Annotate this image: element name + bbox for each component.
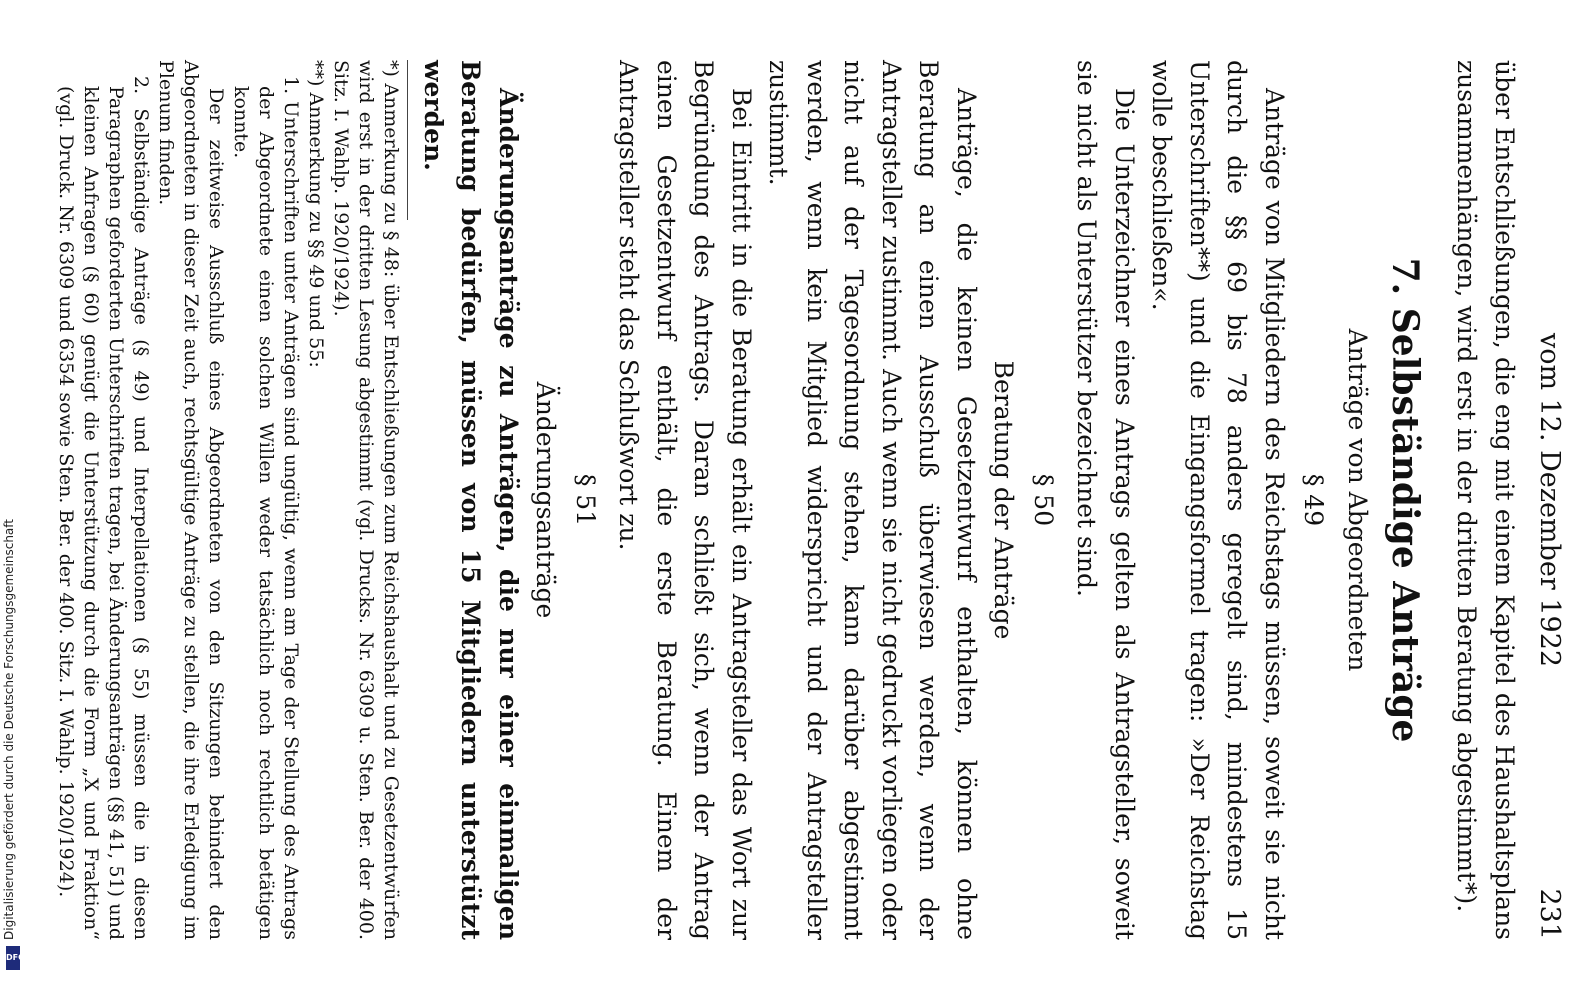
footnote-divider: [408, 60, 409, 220]
header-date: vom 12. Dezember 1922: [1534, 332, 1565, 668]
digitization-credit: Digitalisierung gefördert durch die Deutsche Forschungsgemeinschaft: [2, 518, 16, 940]
section-51-text: Änderungsanträge zu Anträgen, die nur einer einmaligen Beratung bedürfen, müssen von 15 Mitgliedern unterstützt werden.: [419, 60, 523, 940]
section-49-text-1: Anträge von Mitgliedern des Reichstags müssen, soweit sie nicht durch die §§ 69 bis 78 anders geregelt sind, mindestens 15 Unterschriften**) und die Eingangsformel tragen: »Der Reichstag wolle beschließen«.: [1147, 60, 1289, 940]
section-heading-50: Beratung der Anträge: [989, 360, 1019, 640]
footnote-1: *) Anmerkung zu § 48: über Entschließungen zum Reichshaushalt und zu Gesetzentwürfen wird erst in der dritten Lesung abgestimmt (vgl. Drucks. Nr. 6309 u. Sten. Ber. der 400. Sitz. I. Wahlp. 1920/1924).: [330, 60, 403, 940]
paragraph-number-51: § 51: [571, 473, 600, 527]
chapter-title: 7. Selbständige Anträge: [1384, 257, 1426, 743]
section-heading-49: Anträge von Abgeordneten: [1343, 328, 1372, 672]
footnote-2-item-1: 1. Unterschriften unter Anträgen sind ungültig, wenn am Tage der Stellung des Antrags der Abgeordnete einen solchen Willen weder tatsächlich noch rechtlich betätigen konnte.: [230, 76, 303, 940]
page-number: 231: [1534, 888, 1565, 940]
dfg-credit-strip: [0, 0, 30, 1000]
section-49-text-2: Die Unterzeichner eines Antrags gelten als Antragsteller, soweit sie nicht als Unterstützer bezeichnet sind.: [1072, 60, 1139, 940]
dfg-logo: DFG: [6, 946, 20, 970]
footnote-2-item-2: 2. Selbständige Anträge (§ 49) und Interpellationen (§ 55) müssen die in diesen Paragraphen geforderten Unterschriften tragen, bei Änderungsanträgen (§§ 41, 51) und kleinen Anfragen (§ 60) genügt die Unterstützung durch die Form „X und Fraktion“ (vgl. Druck. Nr. 6309 und 6354 sowie Sten. Ber. der 400. Sitz. I. Wahlp. 1920/1924).: [55, 76, 153, 940]
paragraph-number-49: § 49: [1299, 473, 1329, 527]
page-body: [54, 60, 1524, 940]
intro-text: über Entschließungen, die eng mit einem Kapitel des Haushaltsplans zusammenhängen, wird erst in der dritten Beratung abgestimmt*).: [1452, 60, 1519, 940]
scanned-page: [35, 0, 1575, 1000]
footnote-2-title: **) Anmerkung zu §§ 49 und 55:: [305, 60, 328, 368]
footnote-2-item-1b: Der zeitweise Ausschluß eines Abgeordneten von den Sitzungen behindert den Abgeordneten in dieser Zeit auch, rechtsgültige Anträge zu stellen, die ihre Erledigung im Plenum finden.: [155, 60, 228, 940]
section-heading-51: Änderungsanträge: [531, 381, 561, 619]
paragraph-number-50: § 50: [1029, 473, 1058, 527]
running-header: [1525, 60, 1565, 940]
section-50-text-2: Bei Eintritt in die Beratung erhält ein Antragsteller das Wort zur Begründung des Antrags. Daran schließt sich, wenn der Antrag einen Gesetzentwurf enthält, die erste Beratung. Einem der Antragsteller steht das Schlußwort zu.: [614, 60, 756, 940]
section-50-text-1: Anträge, die keinen Gesetzentwurf enthalten, können ohne Beratung an einen Ausschuß überwiesen werden, wenn der Antragsteller zustimmt. Auch wenn sie nicht gedruckt vorliegen oder nicht auf der Tagesordnung stehen, kann darüber abgestimmt werden, wenn kein Mitglied widerspricht und der Antragsteller zustimmt.: [764, 60, 981, 940]
